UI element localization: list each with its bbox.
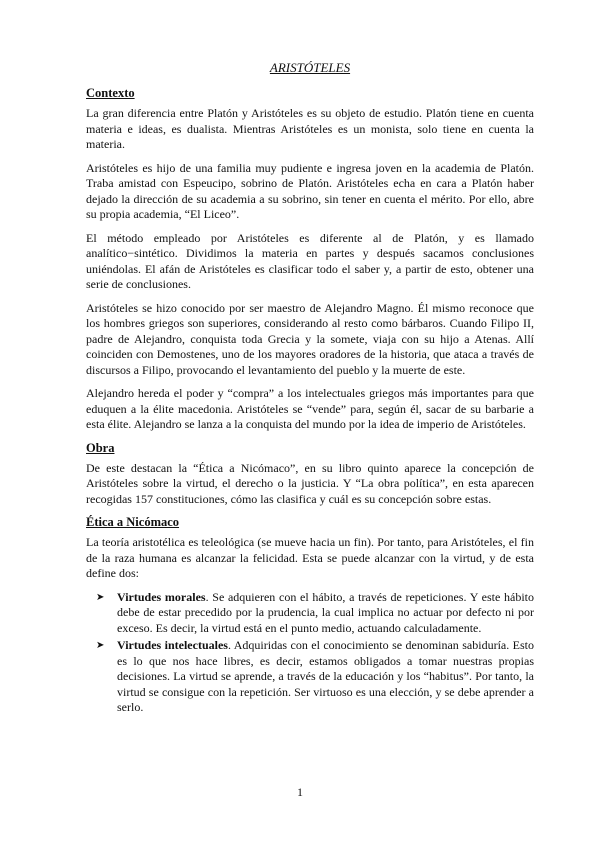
virtue-term: Virtudes intelectuales <box>117 638 228 652</box>
paragraph: El método empleado por Aristóteles es diferente al de Platón, y es llamado analítico−sintético. Dividimos la materia en partes y después sacamos conclusiones uniéndolas. El afán de Aristóteles es clasificar todo el saber y, a partir de esto, obtener una serie de conclusiones. <box>86 230 534 291</box>
paragraph: La gran diferencia entre Platón y Aristóteles es su objeto de estudio. Platón tiene en cuenta materia e ideas, es dualista. Mientras Aristóteles es un monista, solo tiene en cuenta la materia. <box>86 106 534 151</box>
list-item <box>86 590 534 637</box>
paragraph: Alejandro hereda el poder y “compra” a los intelectuales griegos más importantes para que eduquen a la élite macedonia. Aristóteles se “vende” para, según él, sacar de su barbarie a esta élite. Alejandro se lanza a la conquista del mundo por la idea de imperio de Aristóteles. <box>86 386 534 431</box>
section-heading-contexto: Contexto <box>86 86 135 100</box>
section-heading-obra: Obra <box>86 440 115 455</box>
page-content <box>86 60 534 718</box>
paragraph: Aristóteles se hizo conocido por ser maestro de Alejandro Magno. Él mismo reconoce que los hombres griegos son superiores, considerando al resto como bárbaros. Cuando Filipo II, padre de Alejandro, conquista toda Grecia y la somete, viaja con su hijo a Atenas. Allí coinciden con Demostenes, uno de los mayores oradores de la historia, que ataca a través de discursos a Filipo, provocando el levantamiento del pueblo y la muerte de este. <box>86 300 534 377</box>
virtue-term: Virtudes morales <box>117 589 206 604</box>
virtue-text: . Adquiridas con el conocimiento se denominan sabiduría. Esto es lo que nos hace libres, es decir, estamos obligados a tomar nuestras propias decisiones. La virtud se aprende, a través de la educación y los “habitus”. Por tanto, la virtud se consigue con la repetición. Ser virtuoso es una elección, y se debe aprender a serlo. <box>117 638 534 714</box>
paragraph: De este destacan la “Ética a Nicómaco”, en su libro quinto aparece la concepción de Aristóteles sobre la virtud, el derecho o la justicia. Y “La obra política”, en esta aparecen recogidas 157 constituciones, cómo las clasifica y cuál es su concepción sobre estas. <box>86 460 534 506</box>
paragraph: La teoría aristotélica es teleológica (se mueve hacia un fin). Por tanto, para Aristóteles, el fin de la raza humana es alcanzar la felicidad. Esta se puede alcanzar con la virtud, y de esta define dos: <box>86 535 534 580</box>
virtues-list <box>86 590 534 716</box>
page-number: 1 <box>297 785 303 799</box>
arrow-bullet-icon: ➤ <box>96 591 105 603</box>
document-title: ARISTÓTELES <box>269 60 351 75</box>
list-item <box>86 638 534 716</box>
paragraph: Aristóteles es hijo de una familia muy pudiente e ingresa joven en la academia de Platón. Traba amistad con Espeucipo, sobrino de Platón. Aristóteles echa en cara a Platón haber dejado la dirección de su academia a su sobrino, sin tener en cuenta el mérito. Por ello, abre su propia academia, “El Liceo”. <box>86 160 534 221</box>
virtue-text: . Se adquieren con el hábito, a través de repeticiones. Y este hábito debe de estar precedido por la prudencia, la cual implica no actuar por defecto ni por exceso. Es decir, la virtud está en el punto medio, actuando calculadamente. <box>117 589 534 635</box>
arrow-bullet-icon: ➤ <box>96 640 105 651</box>
section-heading-etica: Ética a Nicómaco <box>86 515 180 529</box>
